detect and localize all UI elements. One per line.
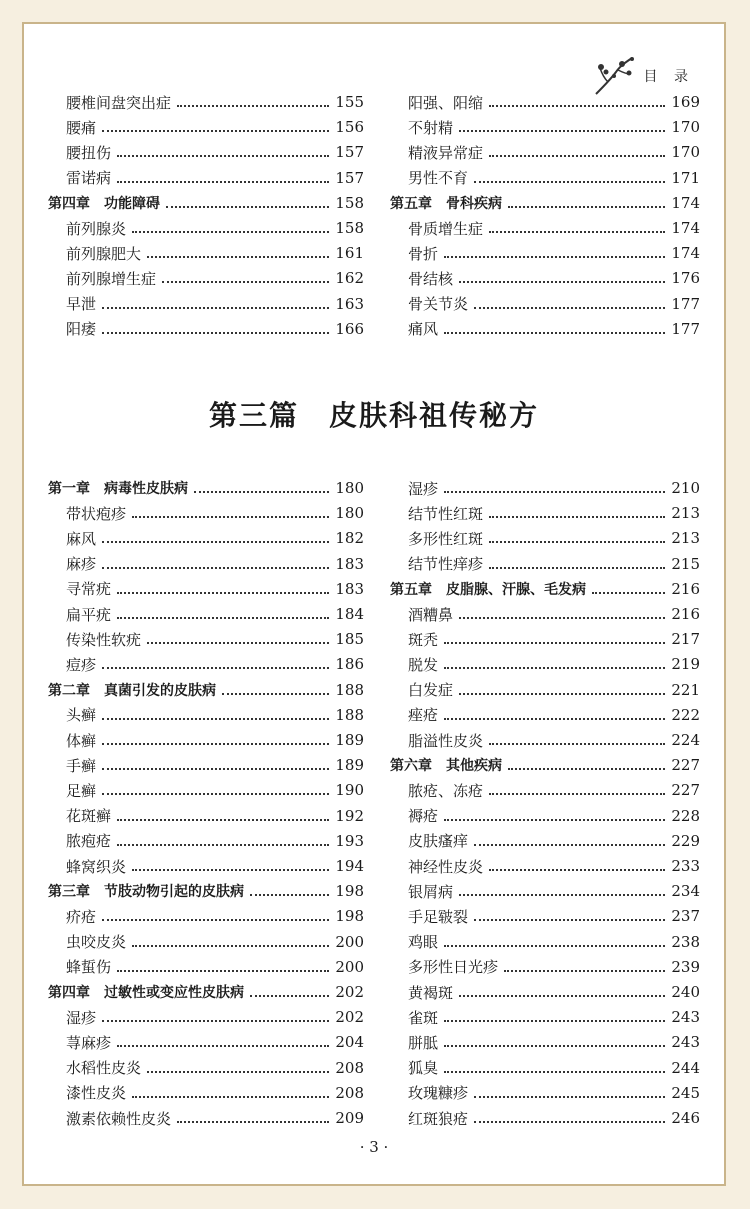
entry-label: 腰扭伤 bbox=[66, 143, 112, 162]
entry-page-number: 224 bbox=[671, 731, 700, 749]
dot-leader bbox=[102, 332, 329, 334]
entry-page-number: 176 bbox=[671, 269, 700, 288]
toc-entry bbox=[390, 980, 700, 1004]
entry-page-number: 192 bbox=[335, 806, 364, 825]
dot-leader bbox=[117, 844, 329, 846]
entry-page-number: 202 bbox=[335, 983, 364, 1001]
entry-label: 足癣 bbox=[66, 781, 97, 800]
entry-page-number: 198 bbox=[335, 907, 364, 926]
entry-label: 胼胝 bbox=[408, 1033, 439, 1052]
entry-page-number: 243 bbox=[671, 1033, 700, 1052]
dot-leader bbox=[222, 693, 329, 695]
toc-entry bbox=[390, 728, 700, 752]
entry-page-number: 200 bbox=[335, 932, 364, 951]
dot-leader bbox=[444, 667, 665, 669]
dot-leader bbox=[508, 768, 665, 770]
entry-label: 脱发 bbox=[408, 655, 439, 674]
entry-label: 阳强、阳缩 bbox=[408, 93, 484, 112]
entry-label: 第五章 皮脂腺、汗腺、毛发病 bbox=[390, 581, 586, 598]
dot-leader bbox=[444, 945, 665, 947]
entry-page-number: 227 bbox=[671, 781, 700, 800]
dot-leader bbox=[250, 995, 329, 997]
entry-page-number: 158 bbox=[335, 193, 364, 212]
dot-leader bbox=[117, 617, 329, 619]
toc-entry bbox=[48, 90, 364, 114]
dot-leader bbox=[194, 491, 329, 493]
toc-column-1-left bbox=[48, 90, 364, 340]
entry-page-number: 183 bbox=[335, 579, 364, 598]
entry-page-number: 229 bbox=[671, 831, 700, 850]
entry-label: 水稻性皮炎 bbox=[66, 1059, 142, 1078]
entry-page-number: 209 bbox=[335, 1109, 364, 1127]
entry-label: 头癣 bbox=[66, 706, 97, 725]
entry-label: 褥疮 bbox=[408, 807, 439, 826]
toc-entry bbox=[48, 854, 364, 878]
toc-entry bbox=[48, 577, 364, 601]
entry-label: 早泄 bbox=[66, 295, 97, 314]
toc-entry bbox=[390, 140, 700, 164]
entry-label: 湿疹 bbox=[66, 1008, 97, 1027]
part-title: 第三篇 皮肤科祖传秘方 bbox=[208, 399, 539, 432]
entry-label: 湿疹 bbox=[408, 479, 439, 498]
toc-entry bbox=[390, 552, 700, 576]
toc-chapter-entry bbox=[48, 476, 364, 500]
entry-label: 不射精 bbox=[408, 118, 454, 137]
dot-leader bbox=[162, 281, 329, 283]
entry-label: 带状疱疹 bbox=[66, 504, 127, 523]
entry-label: 麻疹 bbox=[66, 555, 97, 574]
dot-leader bbox=[489, 869, 665, 871]
entry-page-number: 244 bbox=[671, 1058, 700, 1077]
entry-page-number: 238 bbox=[671, 932, 700, 951]
dot-leader bbox=[444, 1071, 665, 1073]
dot-leader bbox=[102, 307, 329, 309]
entry-page-number: 157 bbox=[335, 168, 364, 187]
toc-entry bbox=[48, 1081, 364, 1105]
dot-leader bbox=[474, 307, 665, 309]
toc-entry bbox=[390, 1056, 700, 1080]
entry-page-number: 174 bbox=[671, 193, 700, 212]
toc-entry bbox=[48, 753, 364, 777]
toc-entry bbox=[48, 829, 364, 853]
toc-entry bbox=[390, 266, 700, 290]
entry-label: 前列腺肥大 bbox=[66, 244, 142, 263]
entry-page-number: 200 bbox=[335, 957, 364, 976]
dot-leader bbox=[592, 592, 665, 594]
entry-label: 前列腺增生症 bbox=[66, 269, 157, 288]
toc-entry bbox=[48, 140, 364, 164]
entry-page-number: 210 bbox=[671, 479, 700, 497]
entry-page-number: 170 bbox=[671, 118, 700, 137]
dot-leader bbox=[250, 894, 329, 896]
dot-leader bbox=[102, 718, 329, 720]
entry-label: 传染性软疣 bbox=[66, 630, 142, 649]
dot-leader bbox=[489, 743, 665, 745]
dot-leader bbox=[489, 105, 665, 107]
entry-label: 黄褐斑 bbox=[408, 983, 454, 1002]
entry-label: 骨折 bbox=[408, 244, 439, 263]
dot-leader bbox=[117, 181, 329, 183]
toc-entry bbox=[48, 115, 364, 139]
entry-page-number: 240 bbox=[671, 983, 700, 1001]
entry-label: 骨结核 bbox=[408, 269, 454, 288]
entry-label: 寻常疣 bbox=[66, 580, 112, 599]
dot-leader bbox=[132, 1096, 329, 1098]
toc-entry bbox=[48, 501, 364, 525]
entry-label: 皮肤瘙痒 bbox=[408, 832, 469, 851]
toc-entry bbox=[48, 602, 364, 626]
toc-column-2-right bbox=[390, 476, 700, 1136]
entry-label: 阳痿 bbox=[66, 320, 97, 339]
toc-entry bbox=[48, 904, 364, 928]
toc-entry bbox=[48, 216, 364, 240]
entry-label: 鸡眼 bbox=[408, 933, 439, 952]
toc-entry bbox=[390, 90, 700, 114]
entry-page-number: 188 bbox=[335, 705, 364, 724]
entry-label: 第五章 骨科疾病 bbox=[390, 195, 502, 212]
toc-chapter-entry bbox=[48, 191, 364, 215]
entry-page-number: 163 bbox=[335, 294, 364, 313]
entry-label: 骨关节炎 bbox=[408, 295, 469, 314]
dot-leader bbox=[474, 919, 665, 921]
entry-label: 银屑病 bbox=[408, 882, 454, 901]
toc-entry bbox=[48, 955, 364, 979]
entry-label: 白发症 bbox=[408, 681, 454, 700]
entry-label: 激素依赖性皮炎 bbox=[66, 1109, 172, 1128]
toc-entry bbox=[390, 1005, 700, 1029]
entry-page-number: 227 bbox=[671, 756, 700, 775]
dot-leader bbox=[444, 642, 665, 644]
toc-entry bbox=[390, 778, 700, 802]
dot-leader bbox=[444, 491, 665, 493]
dot-leader bbox=[147, 642, 329, 644]
toc-entry bbox=[390, 1030, 700, 1054]
toc-chapter-entry bbox=[390, 577, 700, 601]
toc-entry bbox=[390, 1081, 700, 1105]
entry-label: 花斑癣 bbox=[66, 807, 112, 826]
entry-page-number: 234 bbox=[671, 882, 700, 901]
entry-label: 痤疮 bbox=[408, 706, 439, 725]
dot-leader bbox=[489, 793, 665, 795]
entry-page-number: 158 bbox=[335, 219, 364, 237]
entry-label: 麻风 bbox=[66, 529, 97, 548]
entry-page-number: 180 bbox=[335, 479, 364, 497]
entry-page-number: 177 bbox=[671, 294, 700, 313]
toc-entry bbox=[48, 266, 364, 290]
toc-entry bbox=[390, 115, 700, 139]
entry-page-number: 237 bbox=[671, 907, 700, 926]
dot-leader bbox=[489, 155, 665, 157]
toc-column-2-left bbox=[48, 476, 364, 1136]
entry-label: 痛风 bbox=[408, 320, 439, 339]
toc-entry bbox=[48, 804, 364, 828]
dot-leader bbox=[459, 995, 665, 997]
dot-leader bbox=[444, 256, 665, 258]
dot-leader bbox=[102, 567, 329, 569]
toc-column-1-right bbox=[390, 90, 700, 340]
entry-label: 第四章 过敏性或变应性皮肤病 bbox=[48, 985, 244, 1001]
entry-page-number: 189 bbox=[335, 756, 364, 775]
toc-entry bbox=[390, 804, 700, 828]
dot-leader bbox=[474, 1096, 665, 1098]
entry-page-number: 198 bbox=[335, 882, 364, 901]
toc-entry bbox=[48, 1106, 364, 1130]
dot-leader bbox=[166, 206, 329, 208]
dot-leader bbox=[177, 105, 329, 107]
dot-leader bbox=[444, 819, 665, 821]
entry-page-number: 193 bbox=[335, 831, 364, 850]
entry-label: 多形性红斑 bbox=[408, 529, 484, 548]
entry-label: 骨质增生症 bbox=[408, 219, 484, 238]
dot-leader bbox=[474, 844, 665, 846]
entry-label: 痘疹 bbox=[66, 655, 97, 674]
entry-page-number: 174 bbox=[671, 219, 700, 237]
entry-label: 脂溢性皮炎 bbox=[408, 731, 484, 750]
entry-page-number: 156 bbox=[335, 118, 364, 137]
toc-entry bbox=[390, 292, 700, 316]
entry-page-number: 243 bbox=[671, 1008, 700, 1027]
entry-page-number: 246 bbox=[671, 1109, 700, 1127]
toc-entry bbox=[390, 216, 700, 240]
dot-leader bbox=[132, 945, 329, 947]
toc-chapter-entry bbox=[48, 879, 364, 903]
dot-leader bbox=[177, 1121, 329, 1123]
dot-leader bbox=[459, 281, 665, 283]
entry-label: 斑秃 bbox=[408, 630, 439, 649]
toc-entry bbox=[48, 1005, 364, 1029]
entry-label: 漆性皮炎 bbox=[66, 1084, 127, 1103]
dot-leader bbox=[459, 894, 665, 896]
entry-label: 荨麻疹 bbox=[66, 1033, 112, 1052]
toc-entry bbox=[48, 703, 364, 727]
dot-leader bbox=[102, 130, 329, 132]
entry-page-number: 185 bbox=[335, 630, 364, 649]
toc-entry bbox=[48, 1056, 364, 1080]
entry-page-number: 228 bbox=[671, 806, 700, 825]
toc-entry bbox=[48, 627, 364, 651]
dot-leader bbox=[102, 1020, 329, 1022]
entry-label: 脓疮、冻疮 bbox=[408, 781, 484, 800]
entry-label: 结节性红斑 bbox=[408, 504, 484, 523]
dot-leader bbox=[102, 667, 329, 669]
dot-leader bbox=[459, 693, 665, 695]
dot-leader bbox=[489, 231, 665, 233]
toc-entry bbox=[390, 627, 700, 651]
entry-label: 第四章 功能障碍 bbox=[48, 195, 160, 212]
entry-label: 前列腺炎 bbox=[66, 219, 127, 238]
dot-leader bbox=[444, 1020, 665, 1022]
dot-leader bbox=[474, 181, 665, 183]
dot-leader bbox=[508, 206, 665, 208]
dot-leader bbox=[132, 869, 329, 871]
entry-label: 神经性皮炎 bbox=[408, 857, 484, 876]
entry-page-number: 245 bbox=[671, 1083, 700, 1102]
toc-entry bbox=[48, 930, 364, 954]
entry-label: 第三章 节肢动物引起的皮肤病 bbox=[48, 884, 244, 901]
toc-entry bbox=[390, 476, 700, 500]
dot-leader bbox=[102, 919, 329, 921]
entry-page-number: 208 bbox=[335, 1083, 364, 1102]
entry-page-number: 161 bbox=[335, 244, 364, 263]
toc-entry bbox=[390, 602, 700, 626]
toc-entry bbox=[390, 241, 700, 265]
toc-entry bbox=[390, 1106, 700, 1130]
toc-entry bbox=[390, 829, 700, 853]
entry-page-number: 180 bbox=[335, 504, 364, 523]
toc-entry bbox=[390, 166, 700, 190]
entry-label: 脓疱疮 bbox=[66, 832, 112, 851]
entry-page-number: 166 bbox=[335, 319, 364, 338]
entry-page-number: 177 bbox=[671, 319, 700, 338]
entry-page-number: 217 bbox=[671, 630, 700, 649]
entry-page-number: 239 bbox=[671, 957, 700, 976]
entry-page-number: 216 bbox=[671, 605, 700, 623]
toc-entry bbox=[390, 955, 700, 979]
entry-label: 蜂蜇伤 bbox=[66, 958, 112, 977]
dot-leader bbox=[132, 231, 329, 233]
toc-entry bbox=[390, 854, 700, 878]
dot-leader bbox=[102, 743, 329, 745]
entry-page-number: 157 bbox=[335, 143, 364, 162]
entry-page-number: 183 bbox=[335, 554, 364, 573]
toc-entry bbox=[390, 879, 700, 903]
entry-label: 雀斑 bbox=[408, 1008, 439, 1027]
entry-label: 男性不育 bbox=[408, 169, 469, 188]
toc-entry bbox=[48, 652, 364, 676]
entry-page-number: 162 bbox=[335, 269, 364, 288]
toc-page bbox=[22, 22, 726, 1186]
entry-label: 红斑狼疮 bbox=[408, 1109, 469, 1128]
entry-label: 雷诺病 bbox=[66, 169, 112, 188]
entry-label: 酒糟鼻 bbox=[408, 605, 454, 624]
entry-label: 多形性日光疹 bbox=[408, 958, 499, 977]
entry-label: 精液异常症 bbox=[408, 143, 484, 162]
toc-chapter-entry bbox=[48, 980, 364, 1004]
entry-page-number: 171 bbox=[671, 168, 700, 187]
dot-leader bbox=[102, 541, 329, 543]
dot-leader bbox=[459, 130, 665, 132]
entry-label: 结节性痒疹 bbox=[408, 555, 484, 574]
dot-leader bbox=[117, 1045, 329, 1047]
toc-chapter-entry bbox=[48, 678, 364, 702]
dot-leader bbox=[117, 155, 329, 157]
dot-leader bbox=[132, 516, 329, 518]
entry-label: 腰痛 bbox=[66, 118, 97, 137]
dot-leader bbox=[117, 592, 329, 594]
entry-page-number: 170 bbox=[671, 143, 700, 162]
entry-page-number: 189 bbox=[335, 731, 364, 749]
entry-page-number: 208 bbox=[335, 1058, 364, 1077]
toc-chapter-entry bbox=[390, 191, 700, 215]
entry-page-number: 202 bbox=[335, 1008, 364, 1027]
entry-label: 体癣 bbox=[66, 731, 97, 750]
toc-entry bbox=[48, 1030, 364, 1054]
toc-entry bbox=[48, 317, 364, 341]
entry-label: 第二章 真菌引发的皮肤病 bbox=[48, 682, 216, 699]
entry-page-number: 219 bbox=[671, 655, 700, 674]
entry-label: 蜂窝织炎 bbox=[66, 857, 127, 876]
toc-entry bbox=[390, 501, 700, 525]
dot-leader bbox=[147, 1071, 329, 1073]
entry-label: 玫瑰糠疹 bbox=[408, 1084, 469, 1103]
entry-page-number: 194 bbox=[335, 857, 364, 875]
entry-page-number: 233 bbox=[671, 857, 700, 875]
toc-entry bbox=[48, 292, 364, 316]
entry-label: 手癣 bbox=[66, 756, 97, 775]
entry-page-number: 222 bbox=[671, 705, 700, 724]
entry-label: 疥疮 bbox=[66, 907, 97, 926]
toc-entry bbox=[390, 317, 700, 341]
entry-label: 腰椎间盘突出症 bbox=[66, 93, 172, 112]
entry-page-number: 190 bbox=[335, 781, 364, 800]
entry-page-number: 213 bbox=[671, 504, 700, 523]
toc-entry bbox=[390, 930, 700, 954]
entry-page-number: 213 bbox=[671, 529, 700, 548]
dot-leader bbox=[489, 516, 665, 518]
dot-leader bbox=[117, 970, 329, 972]
toc-entry bbox=[48, 778, 364, 802]
entry-page-number: 221 bbox=[671, 680, 700, 699]
toc-entry bbox=[390, 904, 700, 928]
entry-page-number: 182 bbox=[335, 529, 364, 548]
dot-leader bbox=[102, 793, 329, 795]
entry-page-number: 184 bbox=[335, 605, 364, 623]
dot-leader bbox=[444, 718, 665, 720]
toc-entry bbox=[390, 652, 700, 676]
toc-entry bbox=[48, 552, 364, 576]
toc-entry bbox=[390, 678, 700, 702]
entry-page-number: 215 bbox=[671, 554, 700, 573]
toc-entry bbox=[48, 526, 364, 550]
entry-page-number: 169 bbox=[671, 93, 700, 111]
entry-page-number: 186 bbox=[335, 655, 364, 674]
entry-label: 第一章 病毒性皮肤病 bbox=[48, 481, 188, 497]
entry-page-number: 216 bbox=[671, 579, 700, 598]
entry-label: 狐臭 bbox=[408, 1059, 439, 1078]
entry-label: 手足皲裂 bbox=[408, 907, 469, 926]
entry-label: 虫咬皮炎 bbox=[66, 933, 127, 952]
dot-leader bbox=[489, 541, 665, 543]
toc-chapter-entry bbox=[390, 753, 700, 777]
entry-page-number: 204 bbox=[335, 1033, 364, 1052]
toc-entry bbox=[48, 728, 364, 752]
dot-leader bbox=[474, 1121, 665, 1123]
entry-label: 第六章 其他疾病 bbox=[390, 758, 502, 775]
dot-leader bbox=[504, 970, 665, 972]
dot-leader bbox=[489, 567, 665, 569]
toc-entry bbox=[390, 703, 700, 727]
entry-label: 扁平疣 bbox=[66, 605, 112, 624]
dot-leader bbox=[147, 256, 329, 258]
dot-leader bbox=[102, 768, 329, 770]
dot-leader bbox=[444, 1045, 665, 1047]
header-title: 目 录 bbox=[643, 69, 694, 85]
dot-leader bbox=[459, 617, 665, 619]
entry-page-number: 188 bbox=[335, 680, 364, 699]
entry-page-number: 155 bbox=[335, 93, 364, 111]
page-number: · 3 · bbox=[359, 1138, 389, 1156]
toc-entry bbox=[48, 166, 364, 190]
dot-leader bbox=[444, 332, 665, 334]
toc-entry bbox=[48, 241, 364, 265]
toc-entry bbox=[390, 526, 700, 550]
entry-page-number: 174 bbox=[671, 244, 700, 263]
dot-leader bbox=[117, 819, 329, 821]
